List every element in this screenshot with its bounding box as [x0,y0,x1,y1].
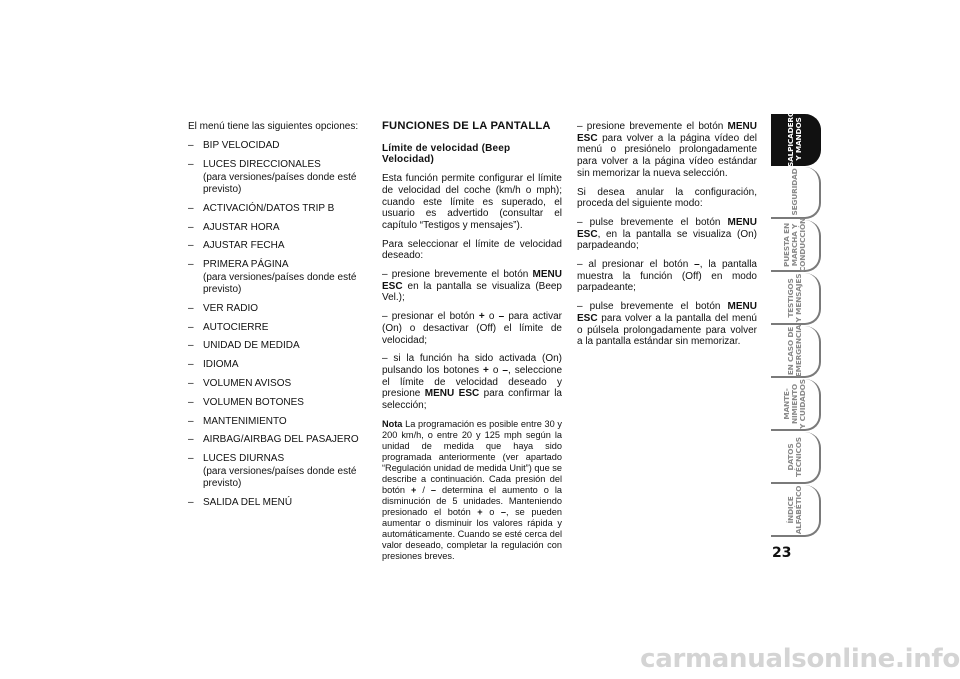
list-dash: – [188,359,194,371]
menu-option-label: AUTOCIERRE [203,321,269,333]
key-label: MENU ESC [577,121,757,144]
key-label: – [694,259,700,271]
step-paragraph: – presione brevemente el botón MENU ESC para volver a la página vídeo del menú o presiónelo prolongadamente para volver a la página vídeo estándar sin memorizar la nueva selección. [577,121,757,179]
chapter-tab-label: MANTE- NIMIENTO Y CUIDADOS [782,379,807,429]
chapter-tab-label: SALPICADERO Y MANDOS [786,110,803,168]
key-label: + [482,364,489,376]
menu-option-item [188,222,364,234]
menu-option-label: ACTIVACIÓN/DATOS TRIP B [203,202,335,214]
menu-option-note: (para versiones/países donde esté previsto) [203,271,357,296]
chapter-tab[interactable] [771,217,821,273]
menu-option-note: (para versiones/países donde esté previsto) [203,465,357,489]
menu-option-label: VOLUMEN AVISOS [203,378,292,389]
note-label: Nota [382,418,403,429]
menu-option-label: AJUSTAR FECHA [203,240,285,252]
menu-option-item [188,453,364,490]
list-dash: – [188,415,194,427]
key-label: MENU ESC [577,301,757,324]
menu-option-label: VER RADIO [203,302,259,314]
menu-option-item [188,322,364,334]
chapter-tab[interactable] [771,273,821,325]
chapter-tab[interactable] [771,326,821,378]
chapter-tab-label: EN CASO DE EMERGENCIA [786,324,803,378]
key-label: MENU ESC [577,216,757,240]
chapter-tab-label: PUESTA EN MARCHA Y CONDUCCIÓN [782,217,807,273]
menu-option-label: BIP VELOCIDAD [203,140,280,152]
paragraph: Esta función permite configurar el límite de velocidad del coche (km/h o mph); cuando este límite es superado, el usuario es advertido (consultar el capítulo “Testigos y mensajes”). [382,173,562,231]
chapter-tab-label: ÍNDICE ALFABÉTICO [786,485,803,535]
menu-option-item [188,140,364,152]
menu-option-label: MANTENIMIENTO [203,415,287,427]
paragraph: Para seleccionar el límite de velocidad deseado: [382,238,562,262]
menu-option-item [188,303,364,315]
key-label: + [478,311,485,323]
list-dash: – [188,202,194,214]
chapter-tab-label: TESTIGOS Y MENSAJES [786,273,803,323]
display-functions-column [382,121,562,569]
menu-option-item [188,416,364,428]
list-dash: – [188,259,194,271]
list-dash: – [188,221,194,233]
menu-option-item [188,259,364,296]
list-dash: – [188,240,194,252]
menu-options-list [188,140,364,509]
step-paragraph: – al presionar el botón –, la pantalla muestra la función (Off) en modo parpadeante; [577,259,757,294]
chapter-tab-label: DATOS TÉCNICOS [786,437,803,477]
section-subheading: Límite de velocidad (Beep Velocidad) [382,142,511,166]
list-dash: – [188,453,194,465]
chapter-tab-label: SEGURIDAD [790,168,799,216]
list-dash: – [188,140,194,152]
list-dash: – [188,434,194,446]
continuation-column [577,121,757,355]
menu-option-item [188,397,364,409]
page-number: 23 [772,545,792,561]
list-dash: – [188,321,194,333]
paragraph: Si desea anular la configuración, proceda del siguiente modo: [577,186,757,210]
menu-option-item [188,340,364,352]
menu-option-item [188,240,364,252]
menu-options-column [188,121,364,516]
list-dash: – [188,378,194,389]
menu-option-label: IDIOMA [203,359,239,371]
menu-option-item [188,378,364,390]
step-paragraph: – presione brevemente el botón MENU ESC en la pantalla se visualiza (Beep Vel.); [382,269,562,304]
menu-option-item [188,497,364,509]
menu-option-label: LUCES DIURNAS [203,453,285,465]
note-paragraph: Nota La programación es posible entre 30 y 200 km/h, o entre 20 y 125 mph según la unidad de medida que haya sido programada anteriormente (ver apartado “Regulación unidad de medida Unit”) que se describe a continuación. Cada presión del botón + / – determina el aumento o la disminución de 5 unidades. Manteniendo presionado el botón + o –, se pueden aumentar o disminuir los valores rápida y automáticamente. Cuando se esté cerca del valor deseado, completar la regulación con presiones breves. [382,418,562,561]
menu-option-note: (para versiones/países donde esté previsto) [203,171,357,196]
key-label: MENU ESC [382,269,562,292]
menu-option-item [188,159,364,196]
menu-option-label: PRIMERA PÁGINA [203,259,289,271]
key-label: – [498,311,505,323]
key-label: MENU ESC [424,388,480,400]
menu-intro: El menú tiene las siguientes opciones: [188,121,359,132]
chapter-tab[interactable] [771,110,821,168]
step-paragraph: – si la función ha sido activada (On) pulsando los botones + o –, seleccione el límite de velocidad deseado y presione MENU ESC para confirmar la selección; [382,353,563,412]
menu-option-label: AJUSTAR HORA [203,221,280,233]
menu-option-item [188,434,364,446]
list-dash: – [188,496,194,508]
menu-option-item [188,203,364,215]
chapter-tab[interactable] [771,167,821,219]
watermark: carmanualsonline.info [640,644,960,674]
list-dash: – [188,340,194,352]
menu-option-label: AIRBAG/AIRBAG DEL PASAJERO [203,434,359,446]
chapter-tab[interactable] [771,379,821,431]
chapter-tab[interactable] [771,485,821,537]
menu-option-label: SALIDA DEL MENÚ [203,496,293,508]
step-paragraph: – presionar el botón + o – para activar (On) o desactivar (Off) el límite de velocidad; [382,311,562,346]
menu-option-label: VOLUMEN BOTONES [203,396,304,408]
list-dash: – [188,302,194,314]
chapter-tab[interactable] [771,432,821,484]
key-label: – [502,364,508,376]
menu-option-item [188,359,364,371]
list-dash: – [188,159,194,171]
list-dash: – [188,396,194,408]
step-paragraph: – pulse brevemente el botón MENU ESC para volver a la pantalla del menú o púlsela prolongadamente para volver a la pantalla estándar sin memorizar. [577,301,757,348]
menu-option-label: LUCES DIRECCIONALES [203,159,321,171]
step-paragraph: – pulse brevemente el botón MENU ESC, en la pantalla se visualiza (On) parpadeando; [577,216,757,252]
menu-option-label: UNIDAD DE MEDIDA [203,340,300,352]
section-heading: FUNCIONES DE LA PANTALLA [382,120,551,132]
